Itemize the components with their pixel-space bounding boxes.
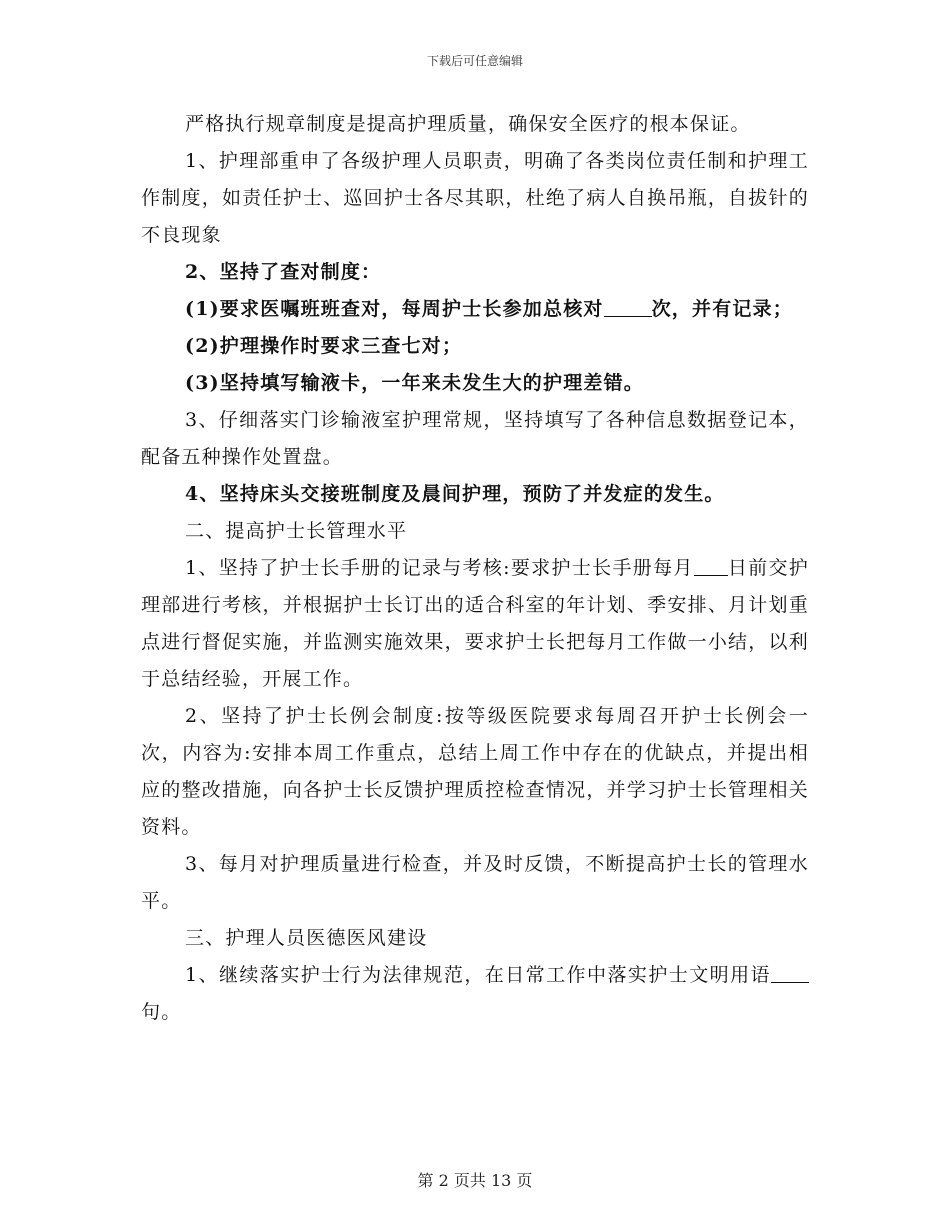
sub-1-text-a: (1)要求医嘱班班查对，每周护士长参加总核对: [185, 298, 604, 320]
sec3-item-1-text-a: 1、继续落实护士行为法律规范，在日常工作中落实护士文明用语: [185, 964, 771, 986]
paragraph-item-2: 2、坚持了查对制度：: [185, 261, 382, 283]
fill-in-blank: [604, 298, 652, 317]
page-header: 下载后可任意编辑: [426, 54, 523, 68]
paragraph-sub-1: [141, 291, 809, 328]
fill-in-blank: [694, 557, 728, 576]
paragraph-sec2-item-3: 3、每月对护理质量进行检查，并及时反馈，不断提高护士长的管理水平。: [141, 853, 809, 912]
paragraph-intro: 严格执行规章制度是提高护理质量，确保安全医疗的根本保证。: [185, 113, 751, 135]
sub-1-text-b: 次，并有记录；: [651, 298, 794, 320]
paragraph-sec2-item-1: [141, 550, 809, 698]
paragraph-sec3-item-1: [141, 957, 809, 1031]
paragraph-sub-2: (2)护理操作时要求三查七对；: [185, 335, 463, 357]
paragraph-sec2-item-2: 2、坚持了护士长例会制度:按等级医院要求每周召开护士长例会一次，内容为:安排本周工作重点，总结上周工作中存在的优缺点，并提出相应的整改措施，向各护士长反馈护理质控检查情况，并学习护士长管理相关资料。: [141, 705, 809, 838]
section-heading-2: 二、提高护士长管理水平: [185, 520, 408, 542]
sec3-item-1-text-b: 句。: [141, 1001, 182, 1023]
fill-in-blank: [771, 964, 809, 983]
sec2-item-1-text-a: 1、坚持了护士长手册的记录与考核:要求护士长手册每月: [185, 557, 694, 579]
page-footer: 第 2 页共 13 页: [417, 1171, 533, 1190]
sec2-item-1-text-b: 日前交护理部进行考核，并根据护士长订出的适合科室的年计划、季安排、月计划重点进行督促实施，并监测实施效果，要求护士长把每月工作做一小结，以利于总结经验，开展工作。: [141, 557, 809, 690]
paragraph-item-4: 4、坚持床头交接班制度及晨间护理，预防了并发症的发生。: [185, 483, 725, 505]
paragraph-item-1: 1、护理部重申了各级护理人员职责，明确了各类岗位责任制和护理工作制度，如责任护士、巡回护士各尽其职，杜绝了病人自换吊瓶，自拔针的不良现象: [141, 150, 809, 246]
document-body: [141, 106, 809, 1031]
paragraph-item-3: 3、仔细落实门诊输液室护理常规，坚持填写了各种信息数据登记本，配备五种操作处置盘。: [141, 409, 809, 468]
section-heading-3: 三、护理人员医德医风建设: [185, 927, 428, 949]
paragraph-sub-3: (3)坚持填写输液卡，一年来未发生大的护理差错。: [185, 372, 645, 394]
